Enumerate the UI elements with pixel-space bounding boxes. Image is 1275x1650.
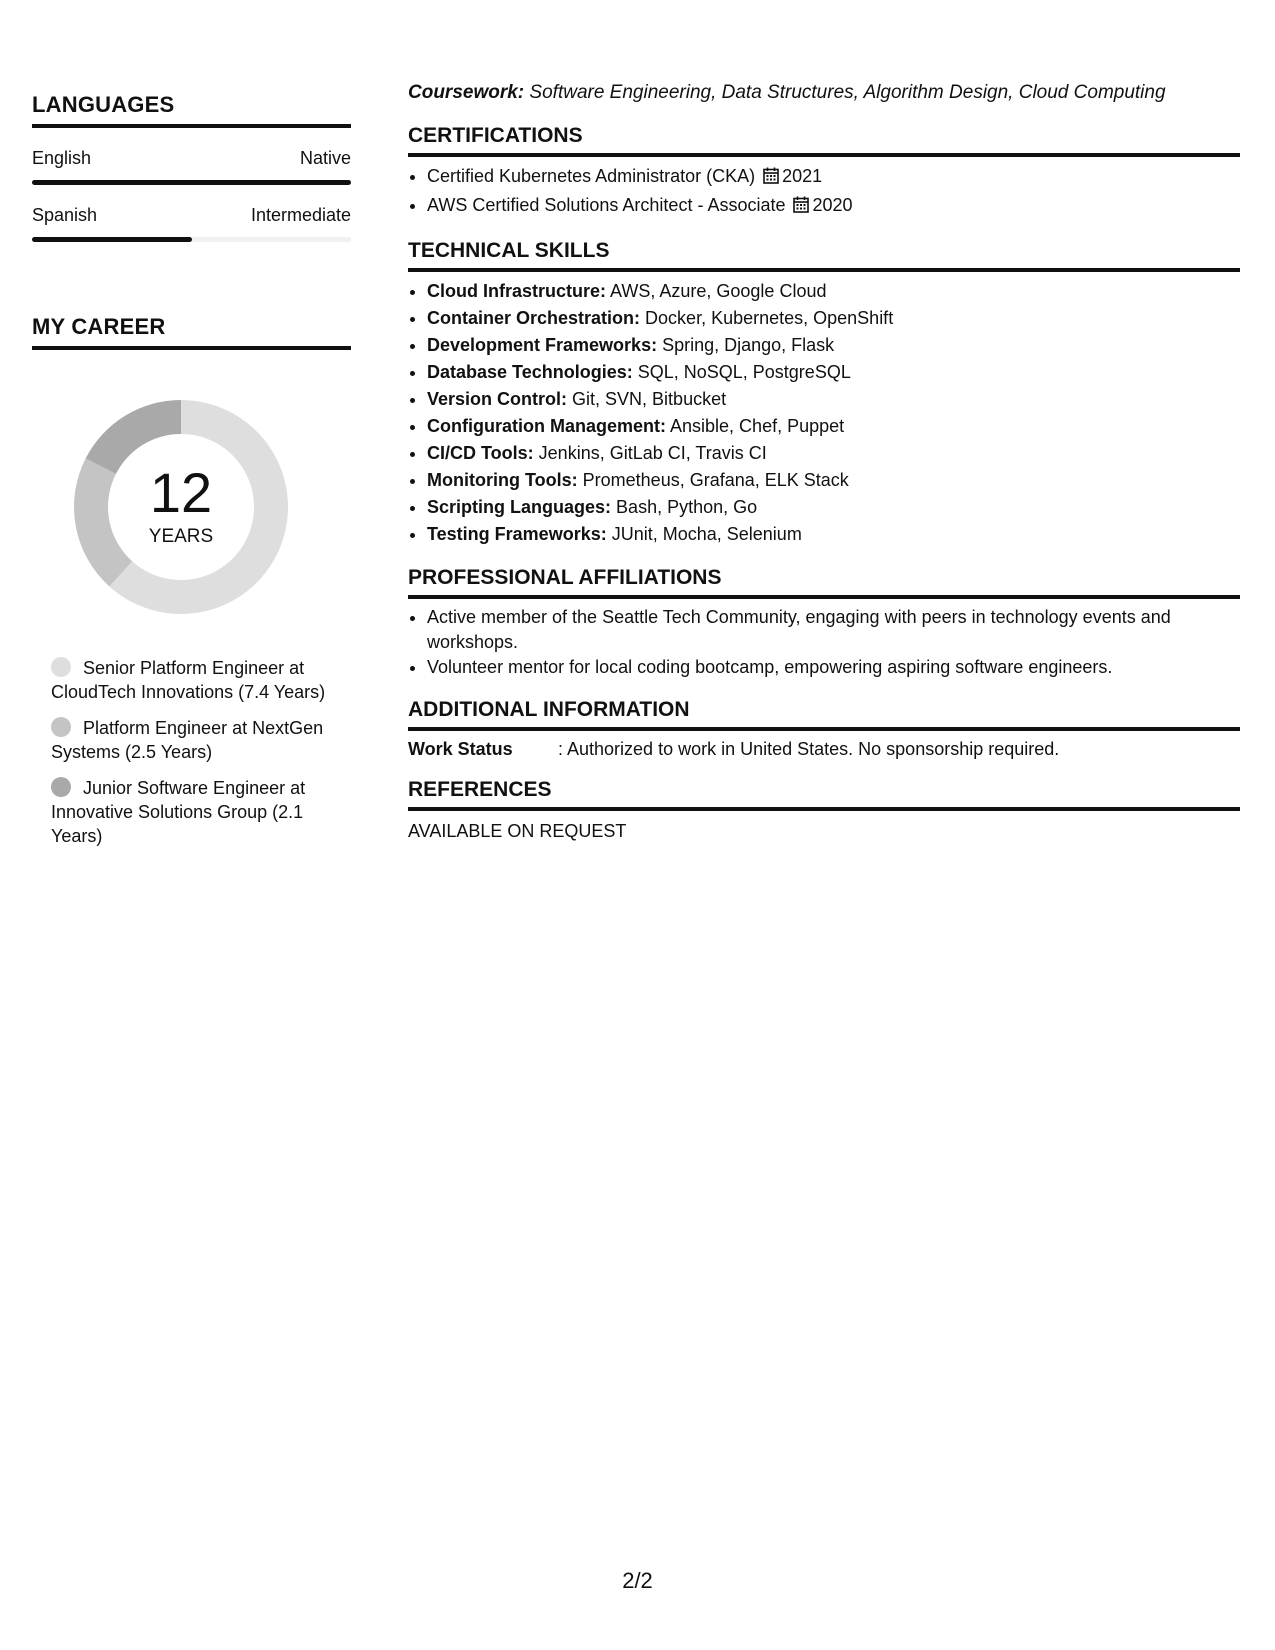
skill-item	[427, 386, 1240, 413]
language-level: Intermediate	[250, 205, 351, 225]
calendar-icon	[793, 194, 809, 221]
career-legend-item	[51, 716, 331, 764]
skill-values: Spring, Django, Flask	[662, 335, 835, 355]
affiliation-item: • Volunteer mentor for local coding bootcamp, empowering aspiring software engineers.	[427, 655, 1240, 680]
career-heading: MY CAREER	[32, 314, 351, 350]
coursework-label: Coursework:	[408, 82, 525, 103]
skill-category: Database Technologies:	[427, 362, 633, 382]
additional-info-heading: ADDITIONAL INFORMATION	[408, 698, 1240, 731]
skill-values: Prometheus, Grafana, ELK Stack	[582, 470, 849, 490]
affiliations-section	[408, 566, 1240, 680]
skill-item	[427, 278, 1240, 305]
technical-skills-heading: TECHNICAL SKILLS	[408, 239, 1240, 272]
career-legend-label: Junior Software Engineer at Innovative Solutions Group (2.1 Years)	[51, 778, 306, 846]
skill-values: AWS, Azure, Google Cloud	[610, 281, 827, 301]
language-row	[32, 148, 351, 169]
skill-category: Version Control:	[427, 389, 568, 409]
skill-category: Container Orchestration:	[427, 308, 641, 328]
legend-dot-icon	[51, 657, 71, 677]
languages-list	[32, 148, 351, 242]
affiliations-list	[408, 605, 1240, 680]
career-total-unit: YEARS	[148, 526, 214, 547]
skill-category: Testing Frameworks:	[427, 524, 607, 544]
skill-item	[427, 467, 1240, 494]
language-proficiency-fill	[32, 180, 351, 185]
skill-values: SQL, NoSQL, PostgreSQL	[637, 362, 851, 382]
skill-values: Ansible, Chef, Puppet	[670, 416, 845, 436]
certification-year: 2021	[782, 166, 823, 186]
skill-item	[427, 521, 1240, 548]
coursework-text: Software Engineering, Data Structures, Algorithm Design, Cloud Computing	[529, 82, 1166, 103]
certification-item	[427, 163, 1240, 192]
references-text: AVAILABLE ON REQUEST	[408, 821, 627, 841]
work-status-row	[408, 739, 1240, 760]
certifications-section	[408, 124, 1240, 221]
skill-item	[427, 305, 1240, 332]
skill-values: JUnit, Mocha, Selenium	[611, 524, 802, 544]
coursework-line	[408, 80, 1240, 106]
career-legend	[32, 656, 331, 848]
career-donut-chart	[66, 392, 296, 622]
skill-item	[427, 359, 1240, 386]
skill-category: Cloud Infrastructure:	[427, 281, 607, 301]
left-column	[32, 92, 351, 860]
language-item	[32, 205, 351, 242]
languages-section	[32, 92, 351, 242]
affiliations-heading: PROFESSIONAL AFFILIATIONS	[408, 566, 1240, 599]
career-legend-label: Senior Platform Engineer at CloudTech Innovations (7.4 Years)	[51, 658, 326, 702]
skill-category: Monitoring Tools:	[427, 470, 578, 490]
skill-category: CI/CD Tools:	[427, 443, 534, 463]
legend-dot-icon	[51, 777, 71, 797]
career-section	[32, 314, 351, 848]
references-section	[408, 778, 1240, 842]
calendar-icon	[763, 165, 779, 192]
skill-category: Configuration Management:	[427, 416, 666, 436]
career-legend-label: Platform Engineer at NextGen Systems (2.5 Years)	[51, 718, 324, 762]
skill-item	[427, 440, 1240, 467]
language-row	[32, 205, 351, 226]
skill-values: Git, SVN, Bitbucket	[572, 389, 727, 409]
language-name: Spanish	[32, 205, 98, 225]
skill-item	[427, 494, 1240, 521]
certification-year: 2020	[812, 195, 853, 215]
language-level: Native	[299, 148, 351, 168]
work-status-label: Work Status	[408, 739, 513, 759]
additional-info-section	[408, 698, 1240, 760]
donut-center	[66, 461, 296, 548]
career-legend-item	[51, 656, 331, 704]
language-proficiency-bar	[32, 180, 351, 185]
skill-values: Jenkins, GitLab CI, Travis CI	[538, 443, 767, 463]
right-column	[408, 80, 1240, 842]
certification-name: Certified Kubernetes Administrator (CKA)	[427, 166, 756, 186]
language-item	[32, 148, 351, 185]
skill-item	[427, 413, 1240, 440]
page-number: 2/2	[622, 1568, 653, 1593]
skill-item	[427, 332, 1240, 359]
legend-dot-icon	[51, 717, 71, 737]
language-name: English	[32, 148, 92, 168]
certifications-heading: CERTIFICATIONS	[408, 124, 1240, 157]
certification-name: AWS Certified Solutions Architect - Associate	[427, 195, 786, 215]
references-heading: REFERENCES	[408, 778, 1240, 811]
language-proficiency-bar	[32, 237, 351, 242]
skill-category: Scripting Languages:	[427, 497, 612, 517]
language-proficiency-fill	[32, 237, 192, 242]
work-status-value: : Authorized to work in United States. No sponsorship required.	[558, 739, 1060, 759]
certifications-list	[408, 163, 1240, 221]
languages-heading: LANGUAGES	[32, 92, 351, 128]
affiliation-item: • Active member of the Seattle Tech Community, engaging with peers in technology events and workshops.	[427, 605, 1240, 655]
skill-values: Docker, Kubernetes, OpenShift	[645, 308, 894, 328]
certification-item	[427, 192, 1240, 221]
skill-values: Bash, Python, Go	[616, 497, 758, 517]
career-total-years: 12	[149, 461, 213, 524]
skill-category: Development Frameworks:	[427, 335, 658, 355]
technical-skills-list	[408, 278, 1240, 548]
career-legend-item	[51, 776, 331, 848]
technical-skills-section	[408, 239, 1240, 548]
